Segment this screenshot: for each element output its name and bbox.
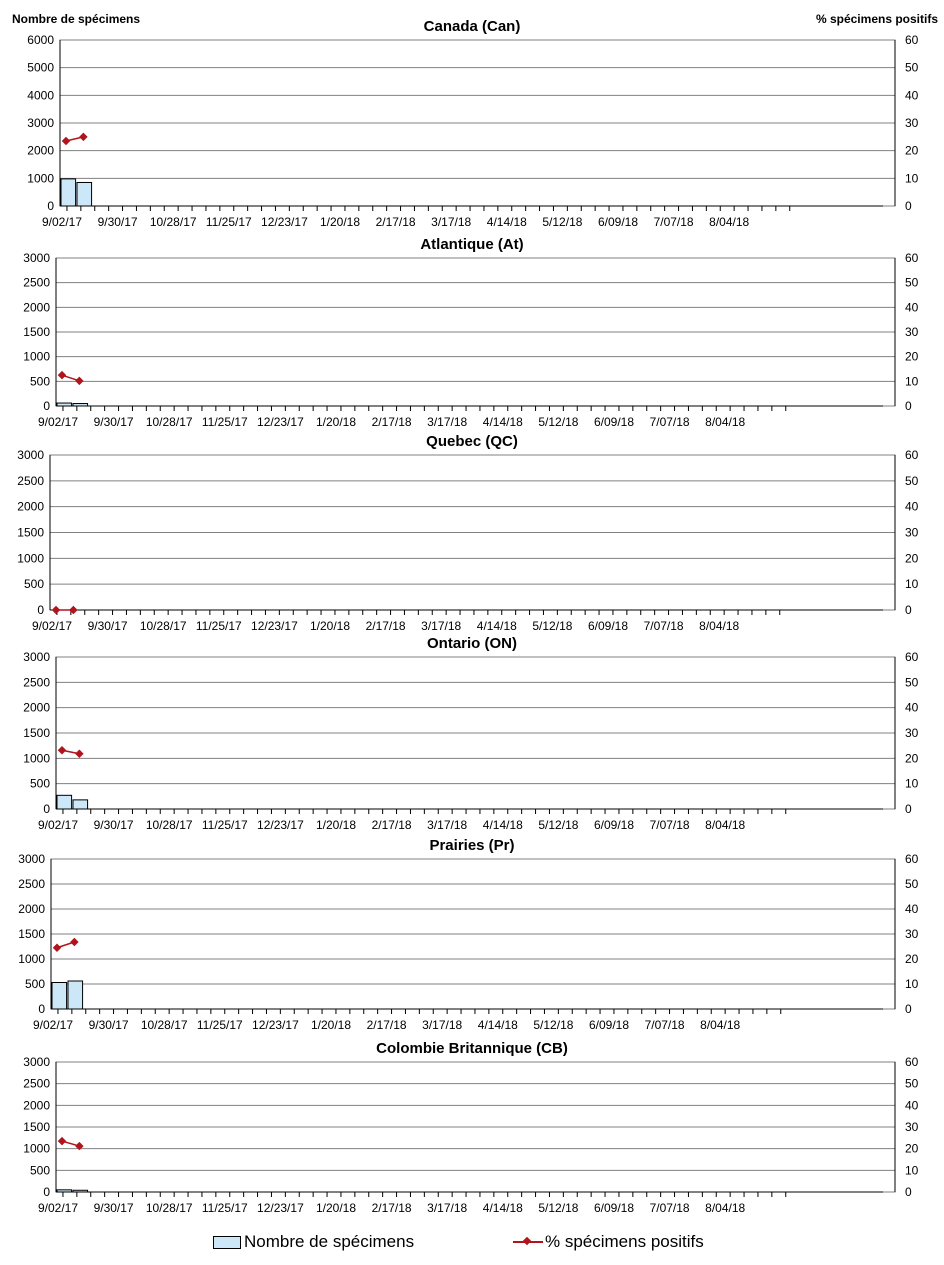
x-tick-label: 7/07/18 <box>653 215 694 229</box>
x-tick-label: 2/17/18 <box>366 1018 407 1032</box>
x-tick-label: 12/23/17 <box>257 1201 304 1215</box>
x-tick-label: 11/25/17 <box>201 415 248 429</box>
y2-tick-label: 0 <box>905 199 912 213</box>
x-tick-label: 5/12/18 <box>538 1201 579 1215</box>
y2-tick-label: 40 <box>905 902 919 916</box>
x-tick-label: 8/04/18 <box>705 415 746 429</box>
y2-tick-label: 10 <box>905 374 919 389</box>
x-tick-label: 9/30/17 <box>88 1018 129 1032</box>
x-tick-label: 3/17/18 <box>421 619 462 633</box>
legend-line-swatch <box>513 1236 543 1248</box>
data-bar <box>68 981 83 1009</box>
legend-line-label: % spécimens positifs <box>545 1232 704 1251</box>
data-bar <box>57 403 72 406</box>
y-tick-label: 1500 <box>23 726 50 740</box>
chart-title: Quebec (QC) <box>426 433 518 450</box>
y2-tick-label: 10 <box>905 977 919 991</box>
series-point <box>58 746 66 754</box>
y-tick-label: 1000 <box>23 751 50 766</box>
x-tick-label: 7/07/18 <box>644 1018 685 1032</box>
series-point <box>58 1137 66 1145</box>
x-tick-label: 3/17/18 <box>422 1018 463 1032</box>
y-tick-label: 4000 <box>27 88 54 103</box>
y-tick-label: 1000 <box>23 1141 50 1156</box>
x-tick-label: 9/30/17 <box>93 415 134 429</box>
chart-title: Atlantique (At) <box>420 236 524 253</box>
x-tick-label: 9/02/17 <box>37 1201 79 1215</box>
data-bar <box>73 800 88 809</box>
x-tick-label: 9/02/17 <box>37 818 79 832</box>
x-tick-label: 3/17/18 <box>431 215 472 229</box>
y2-tick-label: 10 <box>905 776 919 791</box>
legend-bar-label: Nombre de spécimens <box>244 1232 415 1251</box>
legend-bar-swatch <box>213 1236 241 1249</box>
y2-tick-label: 30 <box>905 116 919 130</box>
x-tick-label: 4/14/18 <box>476 619 517 633</box>
y-tick-label: 2000 <box>23 1098 50 1113</box>
y-tick-label: 3000 <box>17 448 44 462</box>
y-tick-label: 2000 <box>18 902 45 916</box>
x-tick-label: 1/20/18 <box>315 415 357 429</box>
y-tick-label: 3000 <box>18 852 45 866</box>
x-tick-label: 10/28/17 <box>145 1201 193 1215</box>
x-tick-label: 3/17/18 <box>427 1201 468 1215</box>
series-point <box>75 377 83 385</box>
x-tick-label: 1/20/18 <box>319 215 361 229</box>
y-tick-label: 5000 <box>27 60 54 75</box>
y-tick-label: 3000 <box>23 1055 50 1069</box>
y-tick-label: 0 <box>43 1185 50 1199</box>
legend-item-bar <box>213 1232 414 1252</box>
y-tick-label: 0 <box>47 199 54 213</box>
y2-tick-label: 60 <box>905 852 919 866</box>
y-tick-label: 1500 <box>23 1120 50 1134</box>
y2-tick-label: 40 <box>905 700 919 715</box>
y-tick-label: 500 <box>23 577 44 592</box>
y-tick-label: 1000 <box>18 952 45 966</box>
y2-tick-label: 10 <box>905 577 919 592</box>
left-axis-title: Nombre de spécimens <box>12 12 141 26</box>
x-tick-label: 9/30/17 <box>97 215 138 229</box>
y2-tick-label: 20 <box>905 952 919 966</box>
y2-tick-label: 0 <box>905 1185 912 1199</box>
y2-tick-label: 40 <box>905 88 919 103</box>
y2-tick-label: 30 <box>905 525 919 540</box>
x-tick-label: 6/09/18 <box>587 619 629 633</box>
x-tick-label: 6/09/18 <box>593 415 635 429</box>
y2-tick-label: 60 <box>905 251 919 265</box>
x-tick-label: 8/04/18 <box>699 619 740 633</box>
y-tick-label: 500 <box>29 1163 50 1178</box>
y2-tick-label: 20 <box>905 751 919 766</box>
y-tick-label: 2500 <box>23 275 50 290</box>
y-tick-label: 500 <box>29 776 50 791</box>
series-point <box>75 750 83 758</box>
y2-tick-label: 20 <box>905 349 919 364</box>
y-tick-label: 2000 <box>27 143 54 158</box>
series-point <box>62 137 70 145</box>
x-tick-label: 10/28/17 <box>145 818 193 832</box>
x-tick-label: 7/07/18 <box>649 1201 690 1215</box>
y-tick-label: 3000 <box>27 116 54 130</box>
y2-tick-label: 50 <box>905 473 919 488</box>
x-tick-label: 2/17/18 <box>371 1201 412 1215</box>
y-tick-label: 1000 <box>27 171 54 186</box>
x-tick-label: 12/23/17 <box>251 619 298 633</box>
x-tick-label: 9/02/17 <box>41 215 83 229</box>
y2-tick-label: 20 <box>905 143 919 158</box>
x-tick-label: 2/17/18 <box>365 619 406 633</box>
series-point <box>53 944 61 952</box>
x-tick-label: 6/09/18 <box>593 818 635 832</box>
y-tick-label: 2000 <box>17 499 44 514</box>
data-bar <box>57 1190 72 1192</box>
x-tick-label: 11/25/17 <box>195 619 242 633</box>
data-bar <box>52 983 67 1010</box>
x-tick-label: 6/09/18 <box>597 215 639 229</box>
x-tick-label: 6/09/18 <box>593 1201 635 1215</box>
x-tick-label: 11/25/17 <box>196 1018 243 1032</box>
y2-tick-label: 50 <box>905 60 919 75</box>
y-tick-label: 3000 <box>23 251 50 265</box>
x-tick-label: 11/25/17 <box>201 818 248 832</box>
y-tick-label: 1500 <box>17 525 44 540</box>
data-bar <box>73 1190 88 1192</box>
y2-tick-label: 0 <box>905 603 912 617</box>
data-bar <box>77 182 92 206</box>
x-tick-label: 4/14/18 <box>482 415 523 429</box>
x-tick-label: 1/20/18 <box>315 1201 357 1215</box>
x-tick-label: 7/07/18 <box>643 619 684 633</box>
y-tick-label: 500 <box>24 977 45 991</box>
x-tick-label: 12/23/17 <box>261 215 308 229</box>
x-tick-label: 9/02/17 <box>31 619 73 633</box>
x-tick-label: 9/30/17 <box>93 1201 134 1215</box>
data-bar <box>61 179 76 206</box>
y2-tick-label: 50 <box>905 877 919 891</box>
y2-tick-label: 30 <box>905 1120 919 1134</box>
y-tick-label: 0 <box>43 399 50 413</box>
x-tick-label: 1/20/18 <box>309 619 351 633</box>
y-tick-label: 2000 <box>23 300 50 315</box>
x-tick-label: 9/02/17 <box>37 415 79 429</box>
x-tick-label: 8/04/18 <box>705 818 746 832</box>
x-tick-label: 11/25/17 <box>205 215 252 229</box>
x-tick-label: 12/23/17 <box>257 415 304 429</box>
chart-title: Colombie Britannique (CB) <box>376 1040 568 1057</box>
y-tick-label: 2500 <box>23 1076 50 1091</box>
x-tick-label: 2/17/18 <box>371 818 412 832</box>
y-tick-label: 2500 <box>18 877 45 891</box>
x-tick-label: 5/12/18 <box>533 1018 574 1032</box>
chart-title: Canada (Can) <box>423 18 521 35</box>
series-point <box>52 606 60 614</box>
y2-tick-label: 10 <box>905 1163 919 1178</box>
x-tick-label: 7/07/18 <box>649 415 690 429</box>
y2-tick-label: 50 <box>905 275 919 290</box>
y2-tick-label: 60 <box>905 448 919 462</box>
y-tick-label: 2000 <box>23 700 50 715</box>
series-point <box>58 371 66 379</box>
x-tick-label: 10/28/17 <box>139 619 187 633</box>
y2-tick-label: 40 <box>905 499 919 514</box>
y-tick-label: 0 <box>37 603 44 617</box>
x-tick-label: 9/02/17 <box>32 1018 74 1032</box>
y2-tick-label: 50 <box>905 675 919 690</box>
x-tick-label: 3/17/18 <box>427 818 468 832</box>
y2-tick-label: 0 <box>905 1002 912 1016</box>
x-tick-label: 5/12/18 <box>542 215 583 229</box>
y2-tick-label: 0 <box>905 399 912 413</box>
y2-tick-label: 40 <box>905 300 919 315</box>
x-tick-label: 7/07/18 <box>649 818 690 832</box>
x-tick-label: 2/17/18 <box>371 415 412 429</box>
y-tick-label: 1500 <box>23 325 50 339</box>
y-tick-label: 0 <box>43 802 50 816</box>
x-tick-label: 12/23/17 <box>252 1018 299 1032</box>
x-tick-label: 3/17/18 <box>427 415 468 429</box>
y2-tick-label: 60 <box>905 1055 919 1069</box>
y-tick-label: 2500 <box>23 675 50 690</box>
y-tick-label: 0 <box>38 1002 45 1016</box>
y2-tick-label: 40 <box>905 1098 919 1113</box>
x-tick-label: 8/04/18 <box>705 1201 746 1215</box>
x-tick-label: 4/14/18 <box>482 818 523 832</box>
x-tick-label: 6/09/18 <box>588 1018 630 1032</box>
data-bar <box>73 404 88 406</box>
x-tick-label: 10/28/17 <box>140 1018 188 1032</box>
x-tick-label: 5/12/18 <box>532 619 573 633</box>
y-tick-label: 6000 <box>27 33 54 47</box>
x-tick-label: 12/23/17 <box>257 818 304 832</box>
y-tick-label: 1000 <box>17 551 44 566</box>
x-tick-label: 4/14/18 <box>482 1201 523 1215</box>
y-tick-label: 500 <box>29 374 50 389</box>
chart-title: Ontario (ON) <box>427 635 517 652</box>
x-tick-label: 4/14/18 <box>477 1018 518 1032</box>
y-tick-label: 3000 <box>23 650 50 664</box>
x-tick-label: 4/14/18 <box>486 215 527 229</box>
y2-tick-label: 30 <box>905 325 919 339</box>
x-tick-label: 1/20/18 <box>315 818 357 832</box>
x-tick-label: 10/28/17 <box>145 415 193 429</box>
chart-title: Prairies (Pr) <box>429 837 515 854</box>
y-tick-label: 2500 <box>17 473 44 488</box>
x-tick-label: 8/04/18 <box>709 215 750 229</box>
right-axis-title: % spécimens positifs <box>815 12 938 26</box>
y2-tick-label: 20 <box>905 551 919 566</box>
y-tick-label: 1500 <box>18 927 45 941</box>
y2-tick-label: 50 <box>905 1076 919 1091</box>
y2-tick-label: 20 <box>905 1141 919 1156</box>
y-tick-label: 1000 <box>23 349 50 364</box>
y2-tick-label: 60 <box>905 650 919 664</box>
x-tick-label: 9/30/17 <box>93 818 134 832</box>
series-point <box>70 938 78 946</box>
data-bar <box>57 795 72 809</box>
x-tick-label: 5/12/18 <box>538 818 579 832</box>
y2-tick-label: 10 <box>905 171 919 186</box>
x-tick-label: 10/28/17 <box>149 215 197 229</box>
x-tick-label: 8/04/18 <box>700 1018 741 1032</box>
y2-tick-label: 0 <box>905 802 912 816</box>
y2-tick-label: 60 <box>905 33 919 47</box>
x-tick-label: 5/12/18 <box>538 415 579 429</box>
series-point <box>79 133 87 141</box>
y2-tick-label: 30 <box>905 726 919 740</box>
legend-item-line <box>513 1232 704 1252</box>
x-tick-label: 11/25/17 <box>201 1201 248 1215</box>
x-tick-label: 9/30/17 <box>87 619 128 633</box>
x-tick-label: 1/20/18 <box>310 1018 352 1032</box>
x-tick-label: 2/17/18 <box>375 215 416 229</box>
y2-tick-label: 30 <box>905 927 919 941</box>
